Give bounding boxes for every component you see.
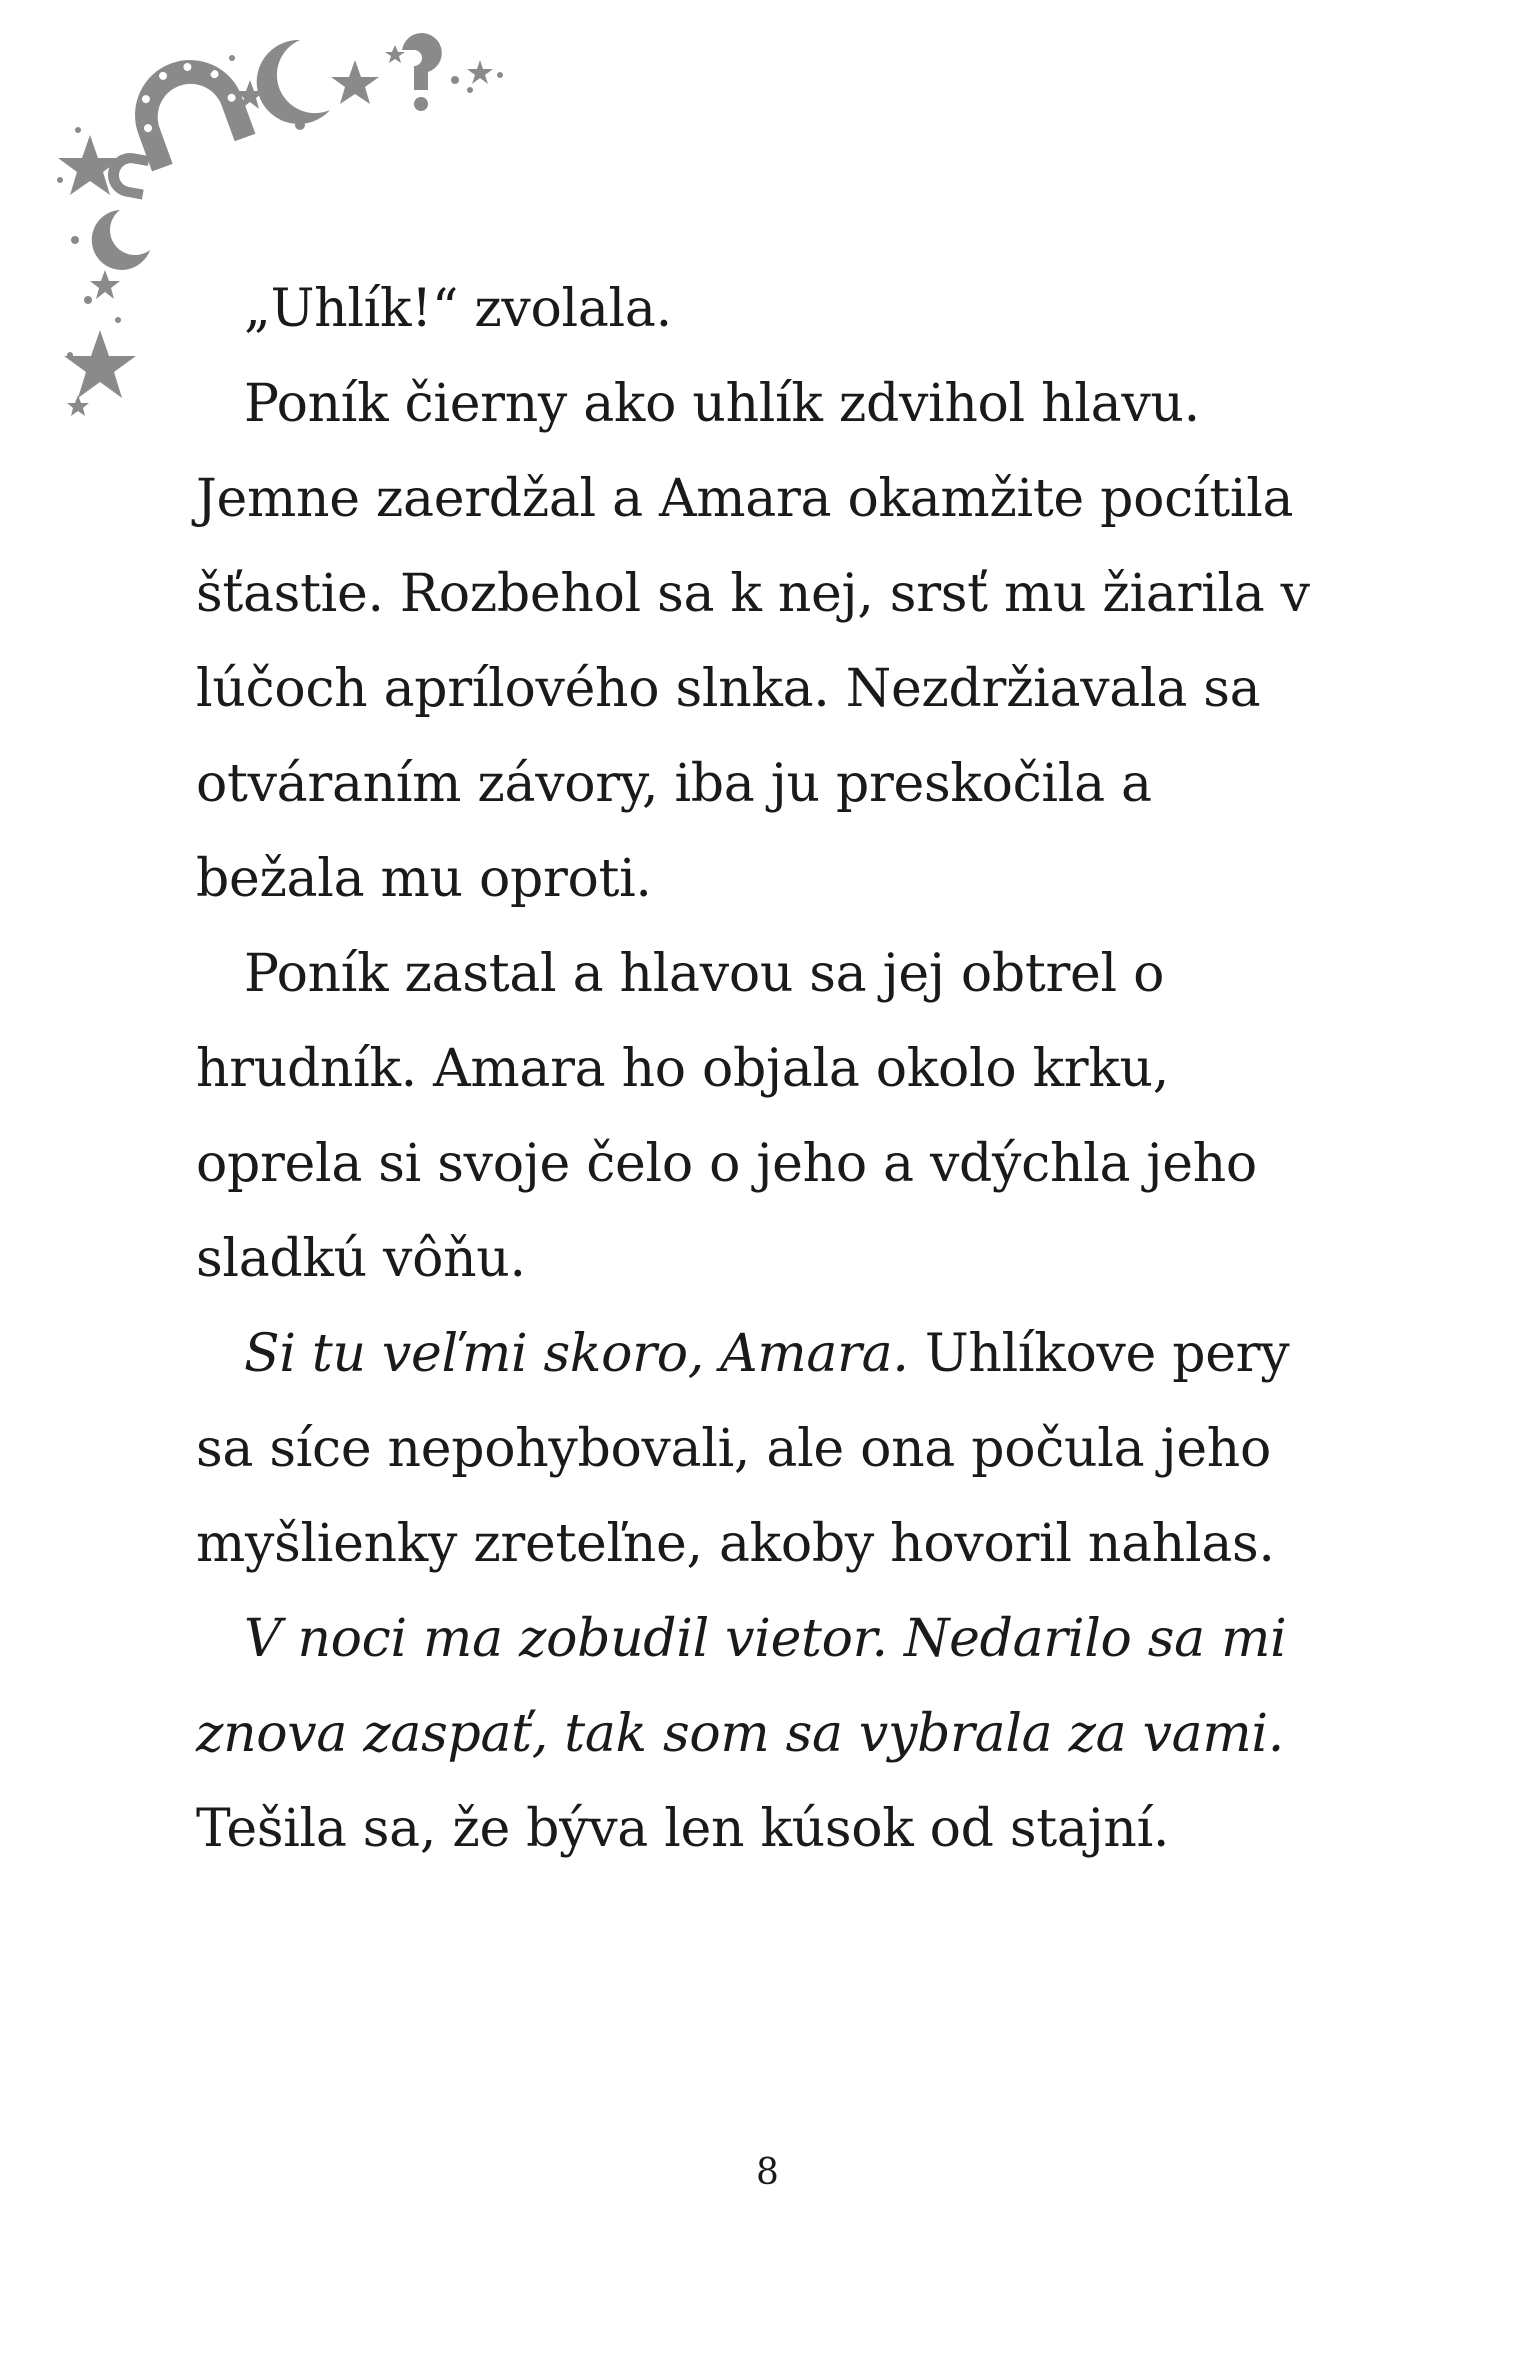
horseshoe-icon [120,45,256,172]
question-mark-icon [402,33,442,111]
paragraph-text: „Uhlík!“ zvolala. [244,279,672,339]
paragraph [196,1307,1316,1592]
body-text [196,262,1316,1877]
paragraph-italic-text: Si tu veľmi skoro, Amara. [244,1324,909,1384]
paragraph [196,927,1316,1307]
crescent-moon-icon [257,40,330,124]
paragraph [196,1592,1316,1877]
paragraph-text: Poník čierny ako uhlík zdvihol hlavu. Jemne zaerdžal a Amara okamžite pocítila šťastie. Rozbehol sa k nej, srsť mu žiarila v lúčoch aprílového slnka. Nezdržiavala sa otváraním závory, iba ju preskočila a bežala mu oproti. [196,374,1310,909]
paragraph-italic-text: V noci ma zobudil vietor. Nedarilo sa mi znova zaspať, tak som sa vybrala za vami. [196,1609,1287,1764]
paragraph-text: Uhlíkove pery sa síce nepohybovali, ale ona počula jeho myšlienky zreteľne, akoby hovoril nahlas. [196,1324,1290,1574]
paragraph-text: Tešila sa, že býva len kúsok od stajní. [196,1799,1170,1859]
page-number: 8 [756,2152,779,2193]
paragraph [196,357,1316,927]
horseshoe-icon [105,150,150,200]
crescent-moon-icon [92,210,150,270]
paragraph-text: Poník zastal a hlavou sa jej obtrel o hrudník. Amara ho objala okolo krku, oprela si svoje čelo o jeho a vdýchla jeho sladkú vôňu. [196,944,1257,1289]
paragraph [196,262,1316,357]
